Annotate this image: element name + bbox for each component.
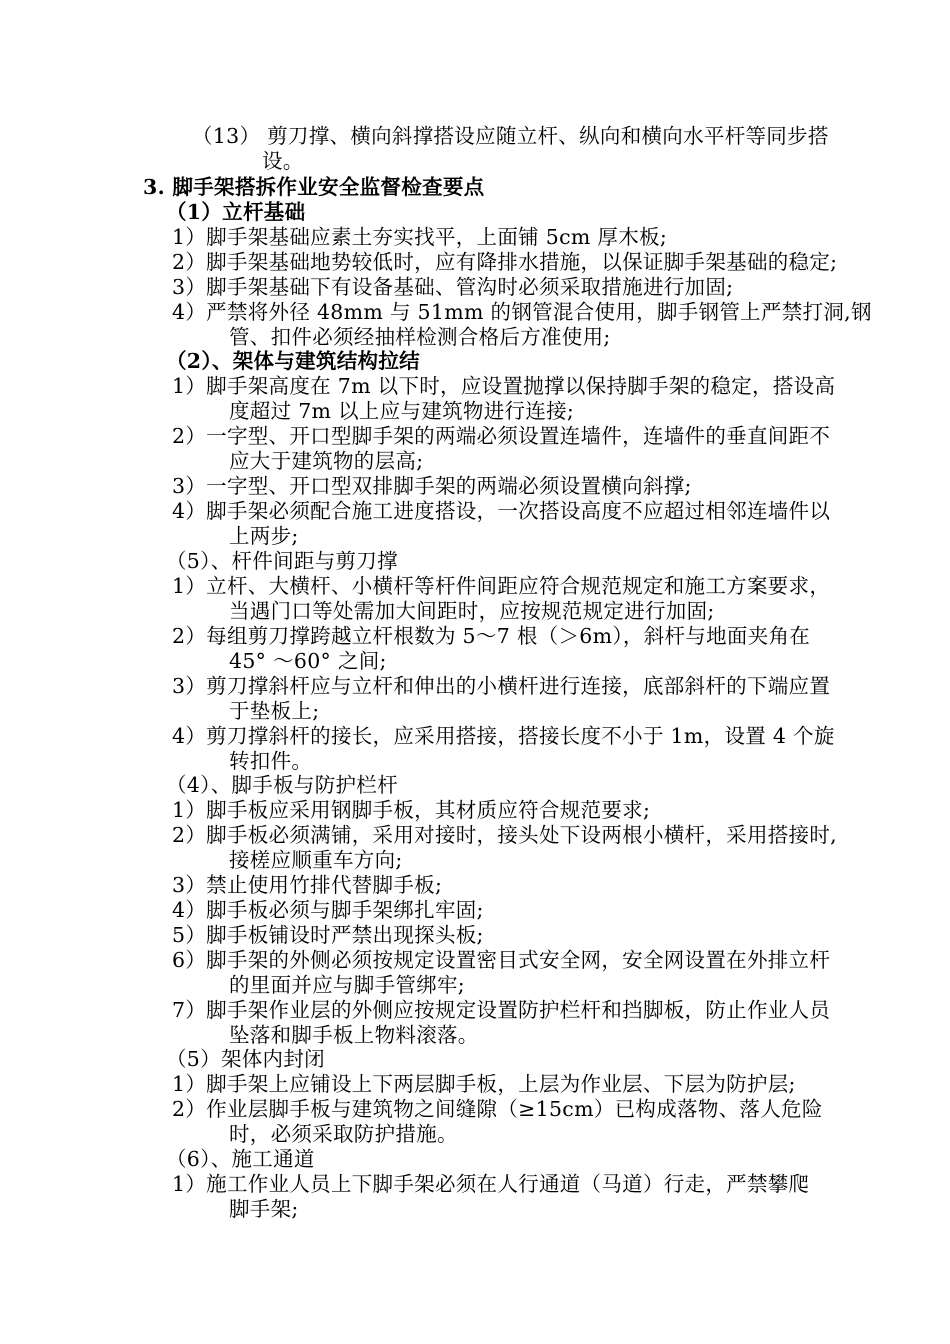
- list-item: 2）脚手板必须满铺，采用对接时，接头处下设两根小横杆，采用搭接时,: [172, 823, 837, 847]
- list-item: 7）脚手架作业层的外侧应按规定设置防护栏杆和挡脚板，防止作业人员: [172, 998, 831, 1022]
- list-item-continuation: 坠落和脚手板上物料滚落。: [229, 1023, 479, 1047]
- paragraph-line: （13） 剪刀撑、横向斜撑搭设应随立杆、纵向和横向水平杆等同步搭: [192, 124, 829, 148]
- subsection-heading: （6）、施工通道: [166, 1147, 315, 1171]
- list-item: 2）一字型、开口型脚手架的两端必须设置连墙件，连墙件的垂直间距不: [172, 424, 831, 448]
- list-item-continuation: 应大于建筑物的层高;: [229, 449, 424, 473]
- list-item: 3）一字型、开口型双排脚手架的两端必须设置横向斜撑;: [172, 474, 692, 498]
- list-item: 1）脚手架基础应素土夯实找平，上面铺 5cm 厚木板;: [172, 225, 668, 249]
- subsection-heading: （4）、脚手板与防护栏杆: [166, 773, 398, 797]
- list-item: 4）脚手板必须与脚手架绑扎牢固;: [172, 898, 484, 922]
- list-item-continuation: 时，必须采取防护措施。: [229, 1122, 458, 1146]
- list-item: 6）脚手架的外侧必须按规定设置密目式安全网，安全网设置在外排立杆: [172, 948, 831, 972]
- list-item: 1）脚手架高度在 7m 以下时，应设置抛撑以保持脚手架的稳定，搭设高: [172, 374, 836, 398]
- list-item-continuation: 转扣件。: [229, 749, 313, 773]
- list-item: 4）严禁将外径 48mm 与 51mm 的钢管混合使用，脚手钢管上严禁打洞,钢: [172, 300, 872, 324]
- paragraph-line: 设。: [262, 149, 304, 173]
- list-item-continuation: 管、扣件必须经抽样检测合格后方准使用;: [229, 325, 611, 349]
- section-heading: 3. 脚手架搭拆作业安全监督检查要点: [143, 175, 485, 199]
- subsection-heading: （2）、架体与建筑结构拉结: [166, 349, 420, 373]
- list-item-continuation: 45° ～60° 之间;: [229, 649, 387, 673]
- list-item: 1）脚手板应采用钢脚手板，其材质应符合规范要求;: [172, 798, 651, 822]
- list-item: 1）施工作业人员上下脚手架必须在人行通道（马道）行走，严禁攀爬: [172, 1172, 810, 1196]
- list-item: 3）剪刀撑斜杆应与立杆和伸出的小横杆进行连接，底部斜杆的下端应置: [172, 674, 831, 698]
- list-item: 1）脚手架上应铺设上下两层脚手板，上层为作业层、下层为防护层;: [172, 1072, 796, 1096]
- list-item-continuation: 脚手架;: [229, 1197, 299, 1221]
- subsection-heading: （5）架体内封闭: [166, 1047, 325, 1071]
- list-item: 4）剪刀撑斜杆的接长，应采用搭接，搭接长度不小于 1m，设置 4 个旋: [172, 724, 835, 748]
- list-item: 2）作业层脚手板与建筑物之间缝隙（≥15cm）已构成落物、落人危险: [172, 1097, 823, 1121]
- list-item: 4）脚手架必须配合施工进度搭设，一次搭设高度不应超过相邻连墙件以: [172, 499, 831, 523]
- list-item-continuation: 度超过 7m 以上应与建筑物进行连接;: [229, 399, 575, 423]
- list-item: 3）禁止使用竹排代替脚手板;: [172, 873, 443, 897]
- subsection-heading: （1）立杆基础: [166, 200, 306, 224]
- list-item: 5）脚手板铺设时严禁出现探头板;: [172, 923, 484, 947]
- list-item-continuation: 上两步;: [229, 524, 299, 548]
- list-item-continuation: 接槎应顺重车方向;: [229, 848, 403, 872]
- list-item: 2）每组剪刀撑跨越立杆根数为 5～7 根（＞6m），斜杆与地面夹角在: [172, 624, 811, 648]
- list-item: 3）脚手架基础下有设备基础、管沟时必须采取措施进行加固;: [172, 275, 734, 299]
- list-item-continuation: 于垫板上;: [229, 699, 320, 723]
- list-item-continuation: 的里面并应与脚手管绑牢;: [229, 973, 466, 997]
- list-item-continuation: 当遇门口等处需加大间距时，应按规范规定进行加固;: [229, 599, 715, 623]
- list-item: 1）立杆、大横杆、小横杆等杆件间距应符合规范规定和施工方案要求，: [172, 574, 831, 598]
- list-item: 2）脚手架基础地势较低时，应有降排水措施，以保证脚手架基础的稳定;: [172, 250, 838, 274]
- subsection-heading: （5）、杆件间距与剪刀撑: [166, 549, 398, 573]
